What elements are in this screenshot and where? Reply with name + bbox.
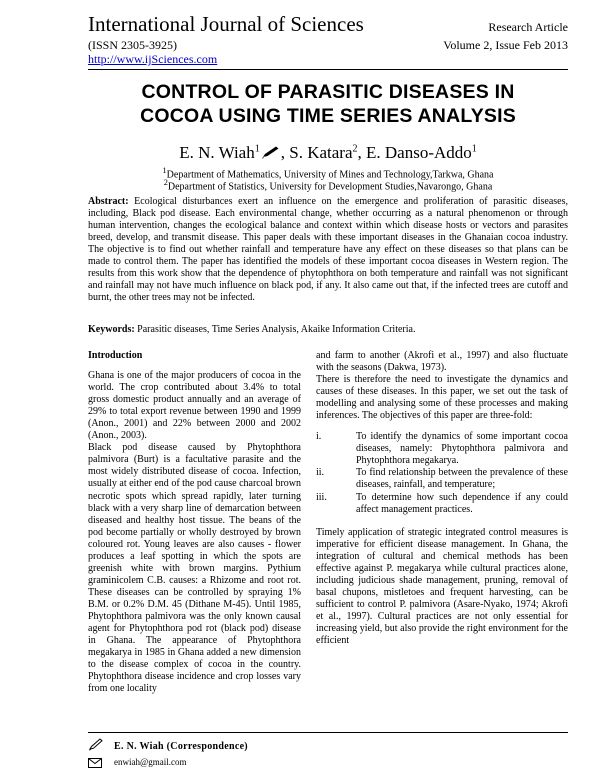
intro-paragraph-3: and farm to another (Akrofi et al., 1997) and also fluctuate with the seasons (Dakwa, 1973). xyxy=(316,350,568,374)
header-divider xyxy=(88,69,568,70)
left-column xyxy=(88,350,301,695)
author-separator-2: , xyxy=(357,143,366,162)
envelope-icon xyxy=(88,755,102,765)
abstract xyxy=(88,196,568,304)
objective-number: ii. xyxy=(316,467,325,479)
journal-url-link[interactable]: http://www.ijSciences.com xyxy=(88,52,218,66)
author-list xyxy=(88,143,568,163)
paper-title-line-1: CONTROL OF PARASITIC DISEASES IN xyxy=(141,81,515,103)
issn: (ISSN 2305-3925) xyxy=(88,38,177,52)
objectives-list xyxy=(316,431,568,515)
objective-number: i. xyxy=(316,431,322,443)
pen-icon xyxy=(88,737,104,751)
affiliation-2-mark: 2 xyxy=(163,178,168,187)
keywords xyxy=(88,324,568,335)
affiliation-1-text: Department of Mathematics, University of Mines and Technology,Tarkwa, Ghana xyxy=(166,169,494,181)
objective-item xyxy=(316,431,568,467)
correspondence-author: E. N. Wiah (Correspondence) xyxy=(114,741,248,752)
author-1-affil: 1 xyxy=(254,143,260,155)
author-3: E. Danso-Addo xyxy=(366,143,472,162)
intro-paragraph-2: Black pod disease caused by Phytophthora palmivora (Burt) is a facultative parasite and the most widely distributed disease of cocoa. Infection, usually at either end of the pod cause charcoal brown necrotic spots which spread rapidly, later turning black with a very sharp line of demarcation between diseased and healthy host tissue. The beans of the pod become partially or wholly destroyed by brown coloured rot. Young leaves are also causes - flower produces a leaf spotting in which the spots are greenish white with brown margins. Pythium graminicolem C.B. causes: a Rhizome and root rot. These diseases can be controlled by spraying 1% B.M. or 0.2% D.M. 45 (Dithane M-45). Until 1985, Phytophthora palmivora was the only known causal agent for Phytophthora pod rot (black pod) disease in Ghana. The appearance of Phytophthora megakarya in 1985 in Ghana added a new dimension to the disease complex of cocoa in the country. Phytophthora disease incidence and crop losses vary from one locality xyxy=(88,442,301,695)
abstract-text: Ecological disturbances exert an influence on the emergence and proliferation of parasitic diseases, including, Black pod disease. Each environmental change, whether occurring as a natural phenomenon or through human intervention, changes the ecological balance and context within which disease hosts or vectors and parasites breed, develop, and transmit disease. This paper deals with these important diseases in the Ghanaian cocoa industry. The objective is to find out whether rainfall and temperature have any effect on these diseases so that plans can be made to control them. The paper has identified the models of these important cocoa diseases in Western region. The results from this work show that the dependence of phytophthora on both temperature and rainfall was not significant and rainfall may not have much influence on black pod, if any. It also came out that, if the infected trees are cutoff and burnt, the other trees may not be infected. xyxy=(88,196,568,304)
objective-text: To determine how such dependence if any could affect management practices. xyxy=(356,491,568,515)
abstract-label: Abstract: xyxy=(88,196,129,207)
author-1: E. N. Wiah xyxy=(179,143,255,162)
journal-name: International Journal of Sciences xyxy=(88,12,364,36)
pen-icon xyxy=(261,144,281,158)
volume-issue: Volume 2, Issue Feb 2013 xyxy=(443,38,568,52)
author-separator-1: , xyxy=(280,143,290,162)
objective-number: iii. xyxy=(316,491,327,503)
author-2: S. Katara xyxy=(289,143,353,162)
author-2-affil: 2 xyxy=(352,143,358,155)
objective-text: To find relationship between the prevalence of these diseases, rainfall, and temperature; xyxy=(356,467,568,491)
intro-paragraph-4: There is therefore the need to investigate the dynamics and causes of these diseases. In this paper, we set out the task of modelling and analysing some of these processes and making inferences. The objectives of this paper are three-fold: xyxy=(316,374,568,422)
article-type: Research Article xyxy=(488,20,568,34)
objective-item xyxy=(316,492,568,516)
objective-text: To identify the dynamics of some important cocoa diseases, namely: Phytophthora palmivora and Phytophthora megakarya. xyxy=(356,431,568,467)
footer-divider xyxy=(88,732,568,733)
paper-title-line-2: COCOA USING TIME SERIES ANALYSIS xyxy=(140,105,516,127)
right-column xyxy=(316,350,568,647)
intro-paragraph-5: Timely application of strategic integrated control measures is imperative for efficient disease management. In Ghana, the integration of cultural and chemical methods has been effective against P. megakarya while cultural practices alone, including judicious shade management, pruning, removal of basal chupons, mistletoes and frequent harvesting, can be sufficient to control P. palmivora (Asare-Nyako, 1974; Akrofi et al., 1997). Cultural practices are not only essential for increasing yield, but also provide the right environment for the efficient xyxy=(316,526,568,647)
keywords-text: Parasitic diseases, Time Series Analysis, Akaike Information Criteria. xyxy=(134,324,416,335)
paper-title xyxy=(88,80,568,128)
introduction-heading: Introduction xyxy=(88,350,143,361)
affiliation-2 xyxy=(88,177,568,193)
objective-item xyxy=(316,467,568,491)
correspondence-email-link[interactable]: enwiah@gmail.com xyxy=(114,757,187,767)
intro-paragraph-1: Ghana is one of the major producers of cocoa in the world. The crop contributed about 3.4% to total gross domestic product annually and an average of 29% to total export revenue between 1990 and 1999 (Anon., 2001) and 22% between 2000 and 2002 (Anon., 2003). xyxy=(88,370,301,442)
affiliation-1-mark: 1 xyxy=(162,166,167,175)
affiliation-2-text: Department of Statistics, University for Development Studies,Navarongo, Ghana xyxy=(167,181,493,193)
author-3-affil: 1 xyxy=(471,143,477,155)
keywords-label: Keywords: xyxy=(88,324,135,335)
